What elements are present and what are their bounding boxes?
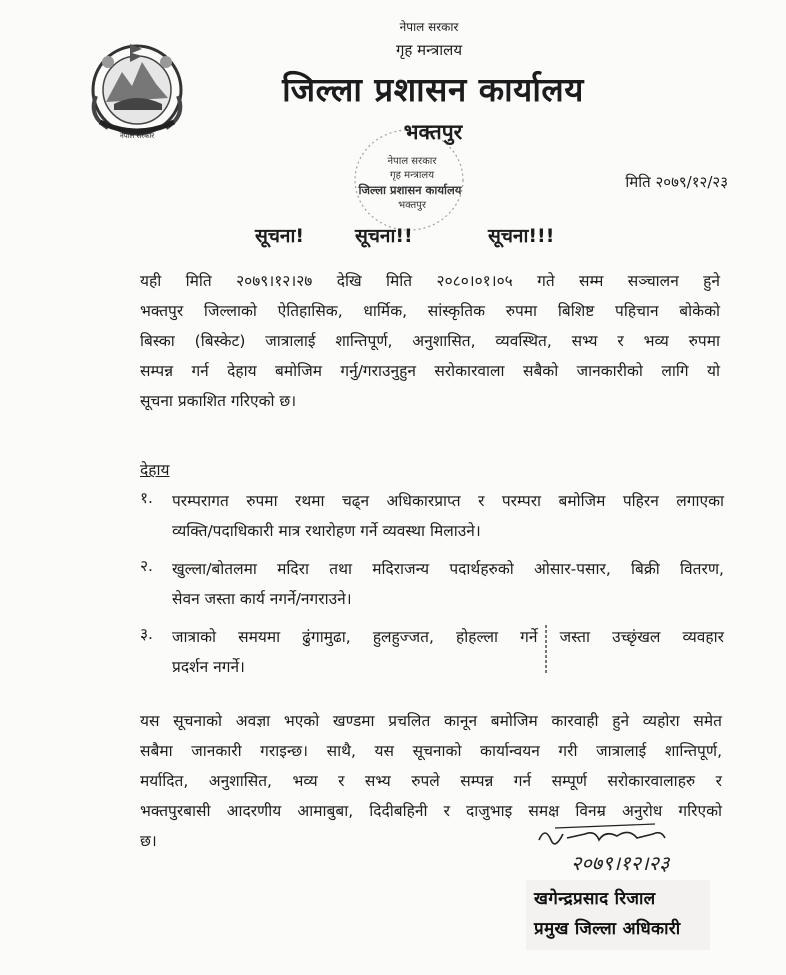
item-line: व्यक्ति/पदाधिकारी मात्र रथारोहण गर्ने व्यवस्था मिलाउने।	[172, 522, 481, 540]
officer-name: खगेन्द्रप्रसाद रिजाल	[534, 889, 656, 909]
item-number: ३.	[140, 625, 153, 643]
intro-paragraph	[140, 266, 720, 416]
scan-mark	[544, 625, 548, 673]
office-name: जिल्ला प्रशासन कार्यालय	[282, 70, 584, 109]
emblem-caption: नेपाल सरकार	[119, 132, 155, 140]
section-heading: देहाय	[140, 461, 170, 479]
list-item	[140, 622, 724, 682]
intro-line: भक्तपुर जिल्लाको ऐतिहासिक, धार्मिक, सांस्कृतिक रुपमा बिशिष्ट पहिचान बोकेको	[140, 302, 720, 320]
notice-title-2: सूचना!!	[355, 225, 413, 247]
intro-line: सूचना प्रकाशित गरिएको छ।	[140, 392, 297, 410]
district-name: भक्तपुर	[403, 120, 463, 144]
intro-line: सम्पन्न गर्न देहाय बमोजिम गर्नु/गराउनुहुन सरोकारवाला सबैको जानकारीको लागि यो	[140, 362, 720, 380]
intro-line: यही मिति २०७९।१२।२७ देखि मिति २०८०।०१।०५ गते सम्म सञ्चालन हुने	[140, 272, 720, 290]
item-line: प्रदर्शन नगर्ने।	[172, 658, 245, 676]
closing-line: भक्तपुरबासी आदरणीय आमाबुबा, दिदीबहिनी र दाजुभाइ समक्ष विनम्र अनुरोध गरिएको	[140, 802, 722, 820]
notice-title-3: सूचना!!!	[488, 225, 555, 247]
office-stamp	[350, 124, 468, 236]
stamp-line-3: जिल्ला प्रशासन कार्यालय	[358, 183, 462, 197]
government-name: नेपाल सरकार	[399, 20, 459, 34]
item-line: सेवन जस्ता कार्य नगर्ने/नगराउने।	[172, 590, 352, 608]
notice-date: मिति २०७९/१२/२३	[625, 173, 728, 191]
stamp-line-1: नेपाल सरकार	[387, 156, 437, 167]
handwritten-signature	[525, 820, 715, 878]
closing-line: छ।	[140, 832, 157, 850]
signature-date: २०७९।१२।२३	[571, 851, 670, 875]
closing-line: यस सूचनाको अवज्ञा भएको खण्डमा प्रचलित कानून बमोजिम कारवाही हुने व्यहोरा समेत	[140, 712, 722, 730]
list-item	[140, 554, 724, 614]
closing-line: मर्यादित, अनुशासित, भव्य र सभ्य रुपले सम्पन्न गर्न सम्पूर्ण सरोकारवालाहरु र	[140, 772, 722, 790]
notice-title-1: सूचना!	[255, 225, 305, 247]
item-line: परम्परागत रुपमा रथमा चढ्न अधिकारप्राप्त र परम्परा बमोजिम पहिरन लगाएका	[172, 492, 724, 510]
item-number: १.	[140, 489, 153, 507]
list-item	[140, 486, 724, 546]
stamp-line-4: भक्तपुर	[398, 200, 426, 211]
officer-stamp	[526, 880, 710, 950]
ministry-name: गृह मन्त्रालय	[395, 41, 463, 59]
item-line: खुल्ला/बोतलमा मदिरा तथा मदिराजन्य पदार्थहरुको ओसार-पसार, बिक्री वितरण,	[172, 560, 724, 578]
intro-line: बिस्का (बिस्केट) जात्रालाई शान्तिपूर्ण, अनुशासित, व्यवस्थित, सभ्य र भव्य रुपमा	[140, 332, 720, 350]
stamp-line-2: गृह मन्त्रालय	[389, 170, 435, 181]
closing-line: सबैमा जानकारी गराइन्छ। साथै, यस सूचनाको कार्यान्वयन गरी जात्रालाई शान्तिपूर्ण,	[140, 742, 722, 760]
directive-list	[140, 486, 724, 690]
item-number: २.	[140, 557, 153, 575]
officer-title: प्रमुख जिल्ला अधिकारी	[534, 919, 681, 939]
item-line: जात्राको समयमा ढुंगामुढा, हुलहुज्जत, होहल्ला गर्ने जस्ता उच्छृंखल व्यवहार	[172, 628, 724, 646]
